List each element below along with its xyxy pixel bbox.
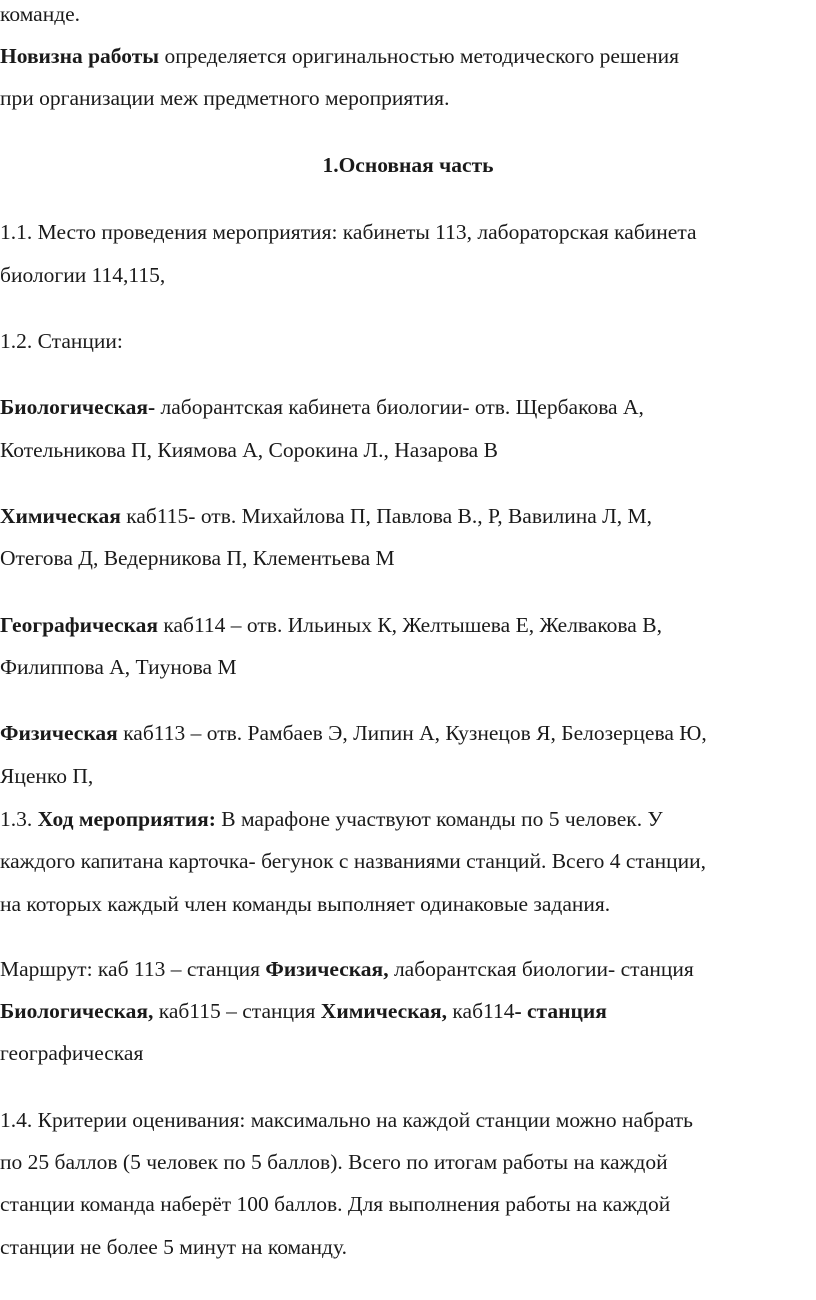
novelty-text: определяется оригинальностью методического решения — [159, 44, 679, 68]
intro-line: команде. — [0, 2, 81, 26]
venue-line-2: биологии 114,115, — [0, 263, 166, 287]
novelty-label: Новизна работы — [0, 44, 160, 68]
course-line-2: каждого капитана карточка- бегунок с названиями станций. Всего 4 станции, — [0, 849, 707, 873]
course-line-3: на которых каждый член команды выполняет одинаковые задания. — [0, 892, 611, 916]
criteria-line-3: станции команда наберёт 100 баллов. Для выполнения работы на каждой — [0, 1192, 671, 1216]
station-name: Географическая — [0, 613, 158, 637]
course-label: Ход мероприятия: — [37, 807, 216, 831]
station-geography-line-1 — [0, 615, 662, 637]
station-physics-line-1 — [0, 723, 707, 745]
criteria-line-1: 1.4. Критерии оценивания: максимально на каждой станции можно набрать — [0, 1108, 693, 1132]
station-name: Физическая — [0, 721, 118, 745]
station-geography-line-2: Филиппова А, Тиунова М — [0, 655, 237, 679]
novelty-paragraph-line-1 — [0, 46, 679, 68]
station-name: Химическая — [0, 504, 121, 528]
route-line-1: Маршрут: каб 113 – станция Физическая, лаборантская биологии- станция — [0, 957, 694, 981]
novelty-paragraph-line-2: при организации меж предметного мероприятия. — [0, 86, 450, 110]
station-chemistry-line-1 — [0, 506, 652, 528]
station-text: каб114 – отв. Ильиных К, Желтышева Е, Желвакова В, — [158, 613, 662, 637]
stations-heading: 1.2. Станции: — [0, 329, 123, 353]
criteria-line-4: станции не более 5 минут на команду. — [0, 1235, 347, 1259]
station-biology-line-2: Котельникова П, Киямова А, Сорокина Л., Назарова В — [0, 438, 498, 462]
section-title: 1.Основная часть — [322, 153, 494, 177]
station-name: Биологическая- — [0, 395, 156, 419]
station-biology-line-1 — [0, 397, 644, 419]
criteria-line-2: по 25 баллов (5 человек по 5 баллов). Всего по итогам работы на каждой — [0, 1150, 668, 1174]
station-text: лаборантская кабинета биологии- отв. Щербакова А, — [155, 395, 644, 419]
station-chemistry-line-2: Отегова Д, Ведерникова П, Клементьева М — [0, 546, 395, 570]
venue-line-1: 1.1. Место проведения мероприятия: кабинеты 113, лабораторская кабинета — [0, 220, 697, 244]
station-text: каб115- отв. Михайлова П, Павлова В., Р, Вавилина Л, М, — [120, 504, 652, 528]
route-line-2: Биологическая, каб115 – станция Химическая, каб114- станция — [0, 999, 607, 1023]
station-text: каб113 – отв. Рамбаев Э, Липин А, Кузнецов Я, Белозерцева Ю, — [117, 721, 707, 745]
route-line-3: географическая — [0, 1041, 144, 1065]
course-line-1: 1.3. Ход мероприятия: В марафоне участвуют команды по 5 человек. У — [0, 807, 663, 831]
station-physics-line-2: Яценко П, — [0, 764, 94, 788]
